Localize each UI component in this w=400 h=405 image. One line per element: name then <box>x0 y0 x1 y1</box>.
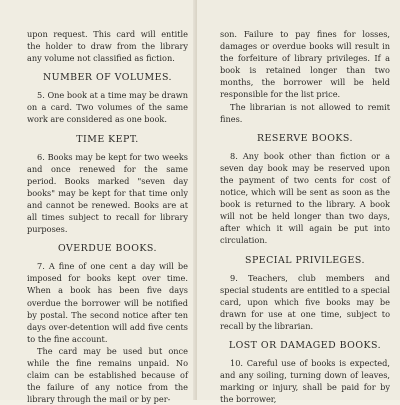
heading-number-of-volumes: NUMBER OF VOLUMES. <box>42 72 173 84</box>
paragraph-rule-8: 8. Any book other than fiction or a seven day book may be reserved upon the payment of two cents for cost of notice, which will be sent as soon as the book is returned to the library. A book will not be held longer than two days, after which it will again be put into circulation. <box>220 150 390 246</box>
paragraph-card-used-once: The card may be used but once while the fine remains unpaid. No claim can be established because of the failure of any notice from the library through the mail or by per- <box>27 345 188 405</box>
paragraph-rule-6: 6. Books may be kept for two weeks and once renewed for the same period. Books marked "seven day books" may be kept for that time only and cannot be renewed. Books are at all times subject to recall for library purposes. <box>27 151 188 235</box>
paragraph-failure-to-pay: son. Failure to pay fines for losses, damages or overdue books will result in the forfeiture of library privileges. If a book is retained longer than two months, the borrower will be held responsible for the list price. <box>220 29 390 100</box>
left-page <box>0 0 197 405</box>
paragraph-rule-9: 9. Teachers, club members and special students are entitled to a special card, upon which five books may be drawn for use at one time, subject to recall by the librarian. <box>220 272 390 331</box>
paragraph-rule-10: 10. Careful use of books is expected, and any soiling, turning down of leaves, marking or injury, shall be paid for by the borrower, <box>220 357 390 405</box>
heading-reserve-books: RESERVE BOOKS. <box>257 132 353 144</box>
paragraph-remit-fines: The librarian is not allowed to remit fines. <box>220 101 390 124</box>
heading-overdue-books: OVERDUE BOOKS. <box>58 243 157 255</box>
right-page <box>197 0 400 405</box>
paragraph-upon-request: upon request. This card will entitle the holder to draw from the library any volume not classified as fiction. <box>27 29 188 64</box>
paragraph-rule-7: 7. A fine of one cent a day will be imposed for books kept over time. When a book has been five days overdue the borrower will be notified by postal. The second notice after ten days over-detention will add five cents to the fine account. <box>27 261 188 344</box>
heading-special-privileges: SPECIAL PRIVILEGES. <box>245 254 365 266</box>
heading-lost-or-damaged-books: LOST OR DAMAGED BOOKS. <box>228 339 382 351</box>
paragraph-rule-5: 5. One book at a time may be drawn on a card. Two volumes of the same work are considered as one book. <box>27 90 188 125</box>
heading-time-kept: TIME KEPT. <box>76 133 139 145</box>
